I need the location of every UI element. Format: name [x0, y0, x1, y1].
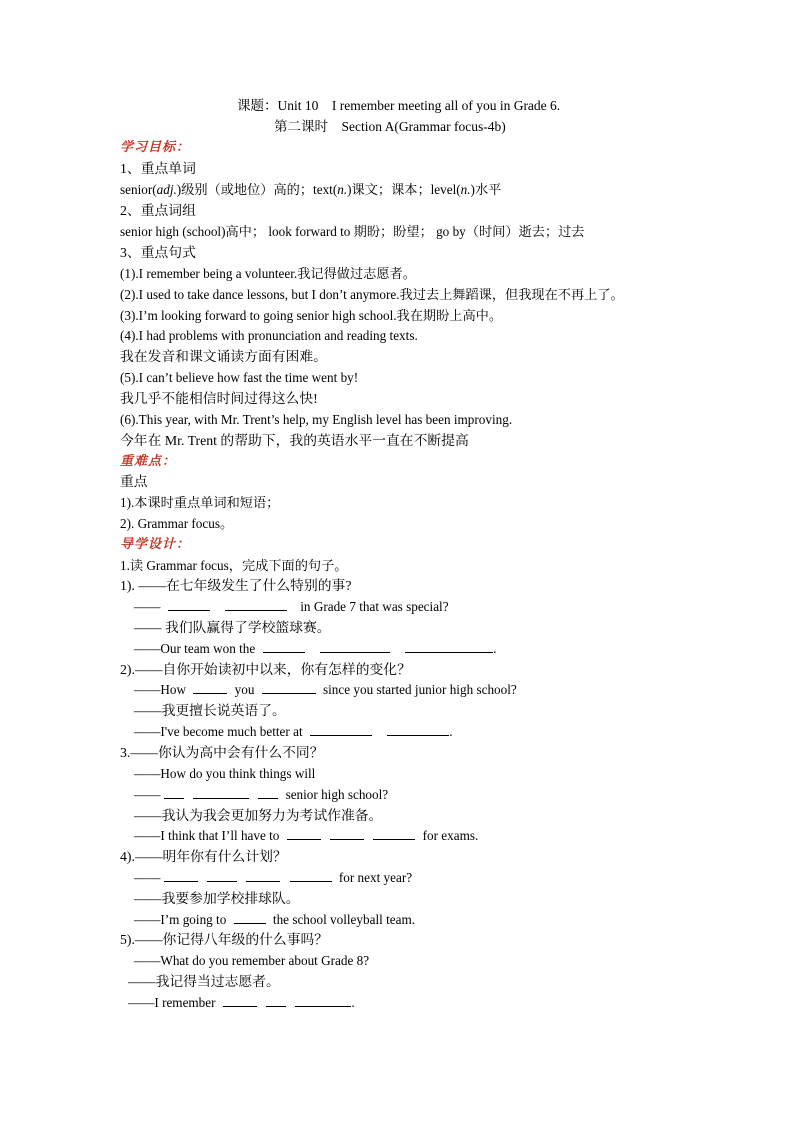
sentence-4-translation: 我在发音和课文诵读方面有困难。 — [120, 349, 327, 364]
q4-english: —— for next year? — [134, 870, 413, 885]
answer-blank[interactable] — [330, 827, 364, 840]
answer-blank[interactable] — [258, 786, 278, 799]
answer-blank[interactable] — [262, 681, 316, 694]
answer-blank[interactable] — [193, 681, 227, 694]
q2-chinese: 2).——自你开始读初中以来，你有怎样的变化？ — [120, 662, 411, 677]
objectives-heading: 学习目标： — [120, 140, 191, 155]
answer-blank[interactable] — [310, 723, 372, 736]
answer-blank[interactable] — [168, 598, 210, 611]
sentence-2: (2).I used to take dance lessons, but I don’t anymore.我过去上舞蹈课，但我现在不再上了。 — [120, 287, 624, 302]
answer-blank[interactable] — [223, 994, 257, 1007]
q5-answer-chinese: ——我记得当过志愿者。 — [128, 974, 280, 989]
answer-blank[interactable] — [193, 786, 249, 799]
q3-chinese: 3.——你认为高中会有什么不同？ — [120, 745, 324, 760]
answer-blank[interactable] — [164, 869, 198, 882]
q1-chinese: 1). ——在七年级发生了什么特别的事? — [120, 578, 352, 593]
sentence-5: (5).I can’t believe how fast the time went by! — [120, 370, 359, 385]
lesson-title: 课题：Unit 10 I remember meeting all of you in Grade 6. — [237, 98, 561, 113]
key-point-item: 1).本课时重点单词和短语； — [120, 495, 280, 510]
key-words-line: senior(adj.)级别（或地位）高的；text(n.)课文；课本；level(n.)水平 — [120, 182, 502, 197]
section-key-sentences-title: 3、重点句式 — [120, 245, 196, 260]
answer-blank[interactable] — [263, 640, 305, 653]
answer-blank[interactable] — [287, 827, 321, 840]
q3-answer-english: ——I think that I’ll have to for exams. — [134, 828, 479, 843]
q1-answer-english: ——Our team won the . — [134, 641, 497, 656]
sentence-6: (6).This year, with Mr. Trent’s help, my English level has been improving. — [120, 412, 513, 427]
lesson-subtitle: 第二课时 Section A(Grammar focus-4b) — [274, 119, 506, 134]
answer-blank[interactable] — [246, 869, 280, 882]
q2-answer-chinese: ——我更擅长说英语了。 — [134, 703, 286, 718]
q1-english: —— in Grade 7 that was special? — [134, 599, 449, 614]
sentence-6-translation: 今年在 Mr. Trent 的帮助下，我的英语水平一直在不断提高 — [120, 433, 469, 448]
answer-blank[interactable] — [207, 869, 237, 882]
q5-chinese: 5).——你记得八年级的什么事吗？ — [120, 932, 329, 947]
q4-answer-english: ——I’m going to the school volleyball team. — [134, 912, 416, 927]
answer-blank[interactable] — [164, 786, 184, 799]
key-points-heading: 重难点： — [120, 454, 177, 469]
q3-english-continued: —— senior high school? — [134, 787, 389, 802]
answer-blank[interactable] — [234, 911, 266, 924]
answer-blank[interactable] — [295, 994, 351, 1007]
q4-answer-chinese: ——我要参加学校排球队。 — [134, 891, 300, 906]
answer-blank[interactable] — [225, 598, 287, 611]
q2-english: ——How you since you started junior high school? — [134, 682, 517, 697]
key-point-item: 2). Grammar focus。 — [120, 516, 234, 531]
q3-english: ——How do you think things will — [134, 766, 316, 781]
sentence-1: (1).I remember being a volunteer.我记得做过志愿者。 — [120, 266, 416, 281]
sentence-3: (3).I’m looking forward to going senior high school.我在期盼上高中。 — [120, 308, 503, 323]
q3-answer-chinese: ——我认为我会更加努力为考试作准备。 — [134, 808, 383, 823]
answer-blank[interactable] — [373, 827, 415, 840]
guide-intro: 1.读 Grammar focus，完成下面的句子。 — [120, 558, 348, 573]
answer-blank[interactable] — [290, 869, 332, 882]
sentence-4: (4).I had problems with pronunciation and reading texts. — [120, 328, 418, 343]
guide-heading: 导学设计： — [120, 537, 191, 552]
answer-blank[interactable] — [405, 640, 493, 653]
q2-answer-english: ——I've become much better at . — [134, 724, 453, 739]
answer-blank[interactable] — [266, 994, 286, 1007]
sentence-5-translation: 我几乎不能相信时间过得这么快! — [120, 391, 318, 406]
answer-blank[interactable] — [387, 723, 449, 736]
q5-english: ——What do you remember about Grade 8? — [134, 953, 370, 968]
q1-answer-chinese: —— 我们队赢得了学校篮球赛。 — [134, 620, 331, 635]
answer-blank[interactable] — [320, 640, 390, 653]
section-key-words-title: 1、重点单词 — [120, 161, 196, 176]
q4-chinese: 4).——明年你有什么计划？ — [120, 849, 287, 864]
key-phrases-line: senior high (school)高中； look forward to 期盼；盼望； go by（时间）逝去；过去 — [120, 224, 585, 239]
key-points-label: 重点 — [120, 474, 148, 489]
q5-answer-english: ——I remember . — [128, 995, 355, 1010]
section-key-phrases-title: 2、重点词组 — [120, 203, 196, 218]
